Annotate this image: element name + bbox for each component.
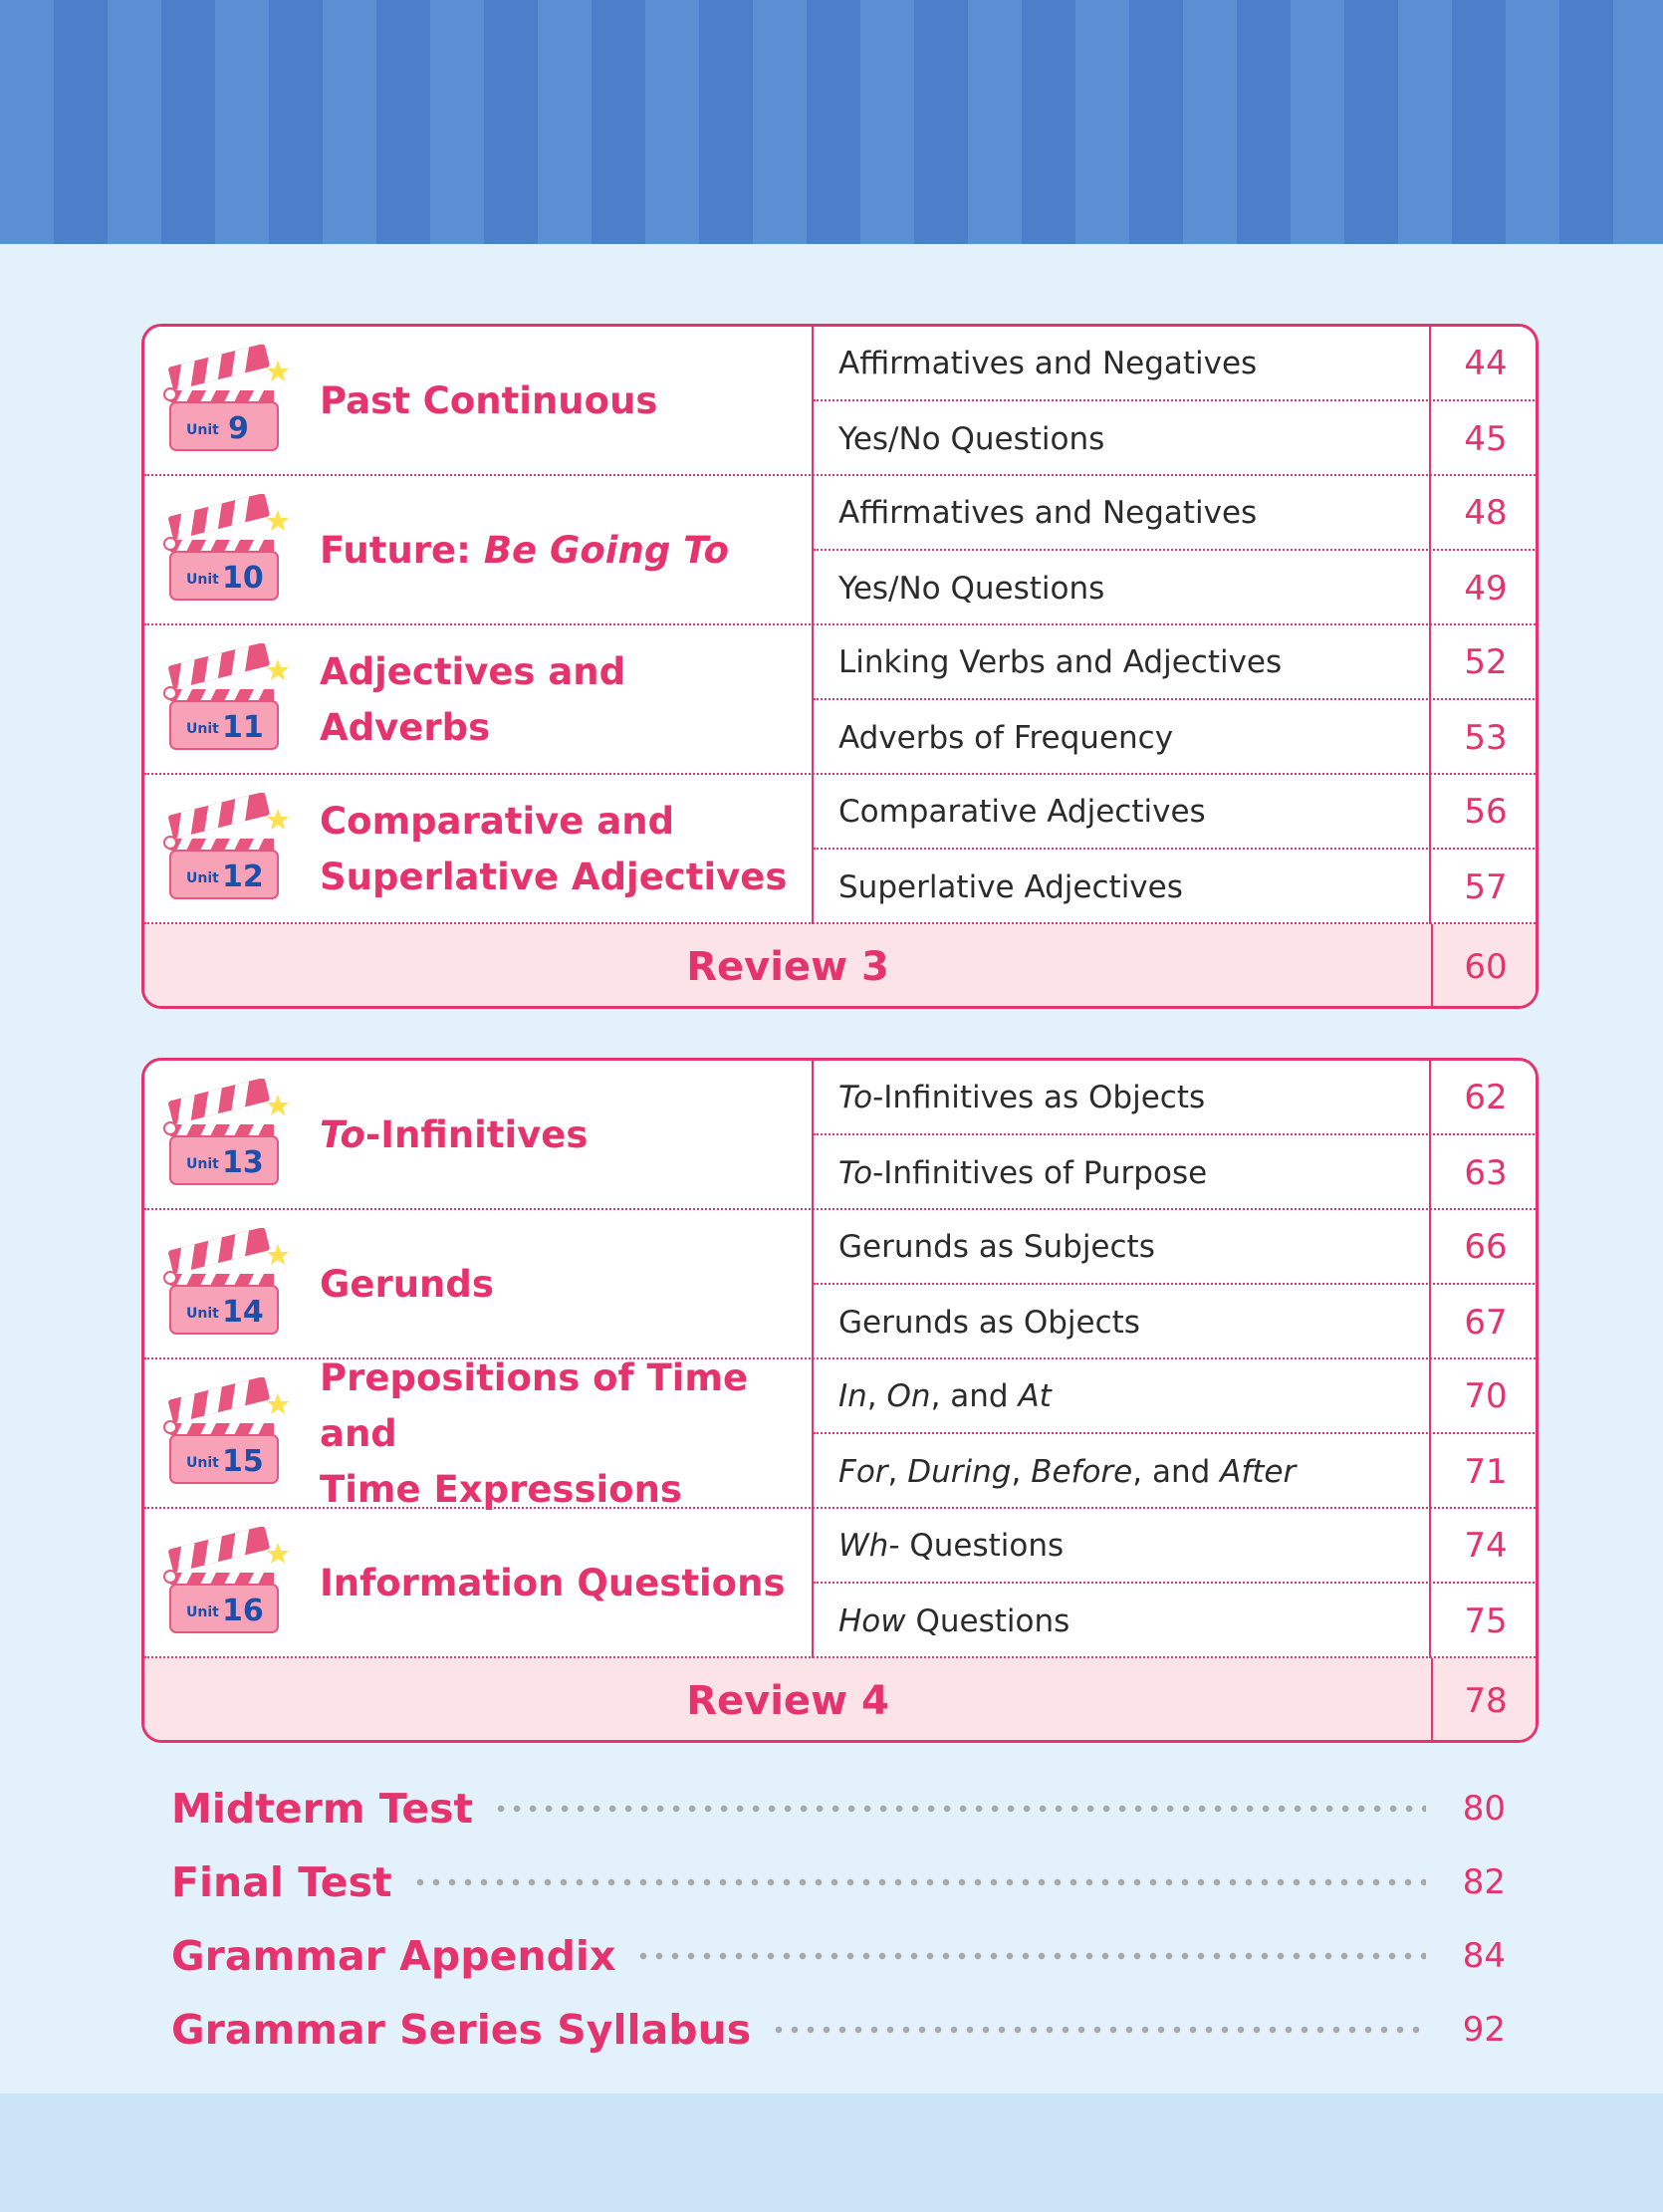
page-number: 78 [1464, 1680, 1508, 1721]
unit-row-9 [144, 327, 1536, 476]
unit-header [144, 775, 814, 924]
page-number[interactable]: 70 [1433, 1359, 1539, 1434]
unit-number: 13 [222, 1145, 264, 1180]
topic-item[interactable]: To -Infinitives as Objects [814, 1061, 1431, 1135]
page-number: 60 [1464, 946, 1508, 987]
clapperboard-icon [162, 793, 290, 906]
unit-header [144, 476, 814, 625]
extra-item-grammar-appendix[interactable] [171, 1926, 1506, 1986]
topic-item[interactable]: Yes/No Questions [814, 551, 1431, 625]
unit-title: Gerunds [320, 1263, 494, 1306]
unit-row-12 [144, 775, 1536, 924]
topic-item[interactable]: Linking Verbs and Adjectives [814, 625, 1431, 700]
page-number[interactable]: 44 [1433, 327, 1539, 401]
unit-label: Unit [186, 1604, 219, 1620]
topic-item[interactable]: Affirmatives and Negatives [814, 327, 1431, 401]
unit-label: Unit [186, 1156, 219, 1172]
page-number[interactable]: 52 [1433, 625, 1539, 700]
topic-item[interactable]: Wh- Questions [814, 1509, 1431, 1584]
clapperboard-icon [162, 1377, 290, 1491]
unit-row-11 [144, 625, 1536, 775]
page-number[interactable]: 48 [1433, 476, 1539, 551]
unit-title: Past Continuous [320, 379, 658, 422]
unit-label: Unit [186, 1306, 219, 1322]
unit-number: 10 [222, 561, 264, 596]
unit-header [144, 1509, 814, 1658]
unit-header [144, 1210, 814, 1359]
review-row[interactable] [144, 924, 1536, 1009]
topic-item[interactable]: Gerunds as Objects [814, 1285, 1431, 1359]
unit-row-14 [144, 1210, 1536, 1359]
clapperboard-icon [162, 1079, 290, 1192]
topic-item[interactable]: Adverbs of Frequency [814, 700, 1431, 775]
unit-row-16 [144, 1509, 1536, 1658]
page-number[interactable]: 74 [1433, 1509, 1539, 1584]
unit-label: Unit [186, 1455, 219, 1471]
bottom-band [0, 2093, 1663, 2212]
unit-title: Prepositions of Time and Time Expressions [320, 1356, 749, 1511]
extra-item-midterm-test[interactable] [171, 1779, 1506, 1839]
unit-number: 16 [222, 1594, 264, 1628]
page-number[interactable]: 57 [1464, 866, 1508, 907]
dot-leader [635, 1952, 1426, 1960]
contents-section-units-9-12 [141, 324, 1539, 1009]
top-stripe-banner [0, 0, 1663, 244]
page-number: 80 [1462, 1789, 1506, 1829]
extra-title: Grammar Series Syllabus [171, 2006, 752, 2054]
page-number[interactable]: 75 [1464, 1600, 1508, 1641]
dot-leader [771, 2026, 1426, 2034]
page-number[interactable]: 63 [1464, 1152, 1508, 1193]
unit-title: Comparative and Superlative Adjectives [320, 800, 788, 898]
page-number[interactable]: 67 [1464, 1302, 1508, 1343]
topic-item[interactable]: How Questions [814, 1584, 1431, 1658]
unit-header [144, 625, 814, 775]
unit-label: Unit [186, 422, 219, 438]
unit-title: Adjectives and Adverbs [320, 650, 626, 749]
unit-row-10 [144, 476, 1536, 625]
clapperboard-icon [162, 643, 290, 757]
topic-item[interactable]: Superlative Adjectives [814, 850, 1431, 924]
page-number[interactable]: 62 [1433, 1061, 1539, 1135]
unit-row-13 [144, 1061, 1536, 1210]
extra-title: Midterm Test [171, 1785, 474, 1833]
unit-number: 15 [222, 1444, 264, 1479]
unit-number: 14 [222, 1295, 264, 1330]
page-number[interactable]: 53 [1464, 717, 1508, 758]
unit-row-15 [144, 1356, 1536, 1511]
review-title: Review 3 [144, 924, 1433, 1009]
unit-title: To -Infinitives [320, 1113, 589, 1156]
topic-item[interactable]: Affirmatives and Negatives [814, 476, 1431, 551]
review-row[interactable] [144, 1658, 1536, 1743]
topic-item[interactable]: Yes/No Questions [814, 401, 1431, 476]
clapperboard-icon [162, 1228, 290, 1342]
topic-item[interactable]: Comparative Adjectives [814, 775, 1431, 850]
unit-header [144, 327, 814, 476]
page-number: 92 [1462, 2010, 1506, 2050]
page-number: 82 [1462, 1862, 1506, 1902]
review-title: Review 4 [144, 1658, 1433, 1743]
page-number[interactable]: 71 [1464, 1451, 1508, 1492]
unit-label: Unit [186, 721, 219, 737]
topic-item[interactable]: Gerunds as Subjects [814, 1210, 1431, 1285]
unit-label: Unit [186, 870, 219, 886]
unit-title: Information Questions [320, 1562, 786, 1604]
clapperboard-icon [162, 494, 290, 608]
topic-item[interactable]: For , During , Before , and After [814, 1434, 1431, 1509]
unit-title: Future: Be Going To [320, 529, 730, 572]
topic-item[interactable]: In , On , and At [814, 1359, 1431, 1434]
unit-number: 11 [222, 710, 264, 745]
dot-leader [412, 1878, 1426, 1886]
unit-number: 9 [228, 411, 249, 446]
extra-title: Final Test [171, 1858, 392, 1906]
page-number[interactable]: 56 [1433, 775, 1539, 850]
clapperboard-icon [162, 1527, 290, 1640]
extra-item-grammar-series-syllabus[interactable] [171, 2000, 1506, 2060]
contents-section-units-13-16 [141, 1058, 1539, 1743]
unit-header [144, 1356, 814, 1511]
unit-number: 12 [222, 860, 264, 894]
extra-title: Grammar Appendix [171, 1932, 616, 1980]
unit-label: Unit [186, 572, 219, 588]
page-number: 84 [1462, 1936, 1506, 1976]
page-number[interactable]: 49 [1464, 568, 1508, 609]
dot-leader [493, 1805, 1426, 1813]
extra-item-final-test[interactable] [171, 1852, 1506, 1912]
page-number[interactable]: 66 [1433, 1210, 1539, 1285]
topic-item[interactable]: To -Infinitives of Purpose [814, 1135, 1431, 1210]
page-number[interactable]: 45 [1464, 418, 1508, 459]
unit-header [144, 1061, 814, 1210]
clapperboard-icon [162, 345, 290, 458]
